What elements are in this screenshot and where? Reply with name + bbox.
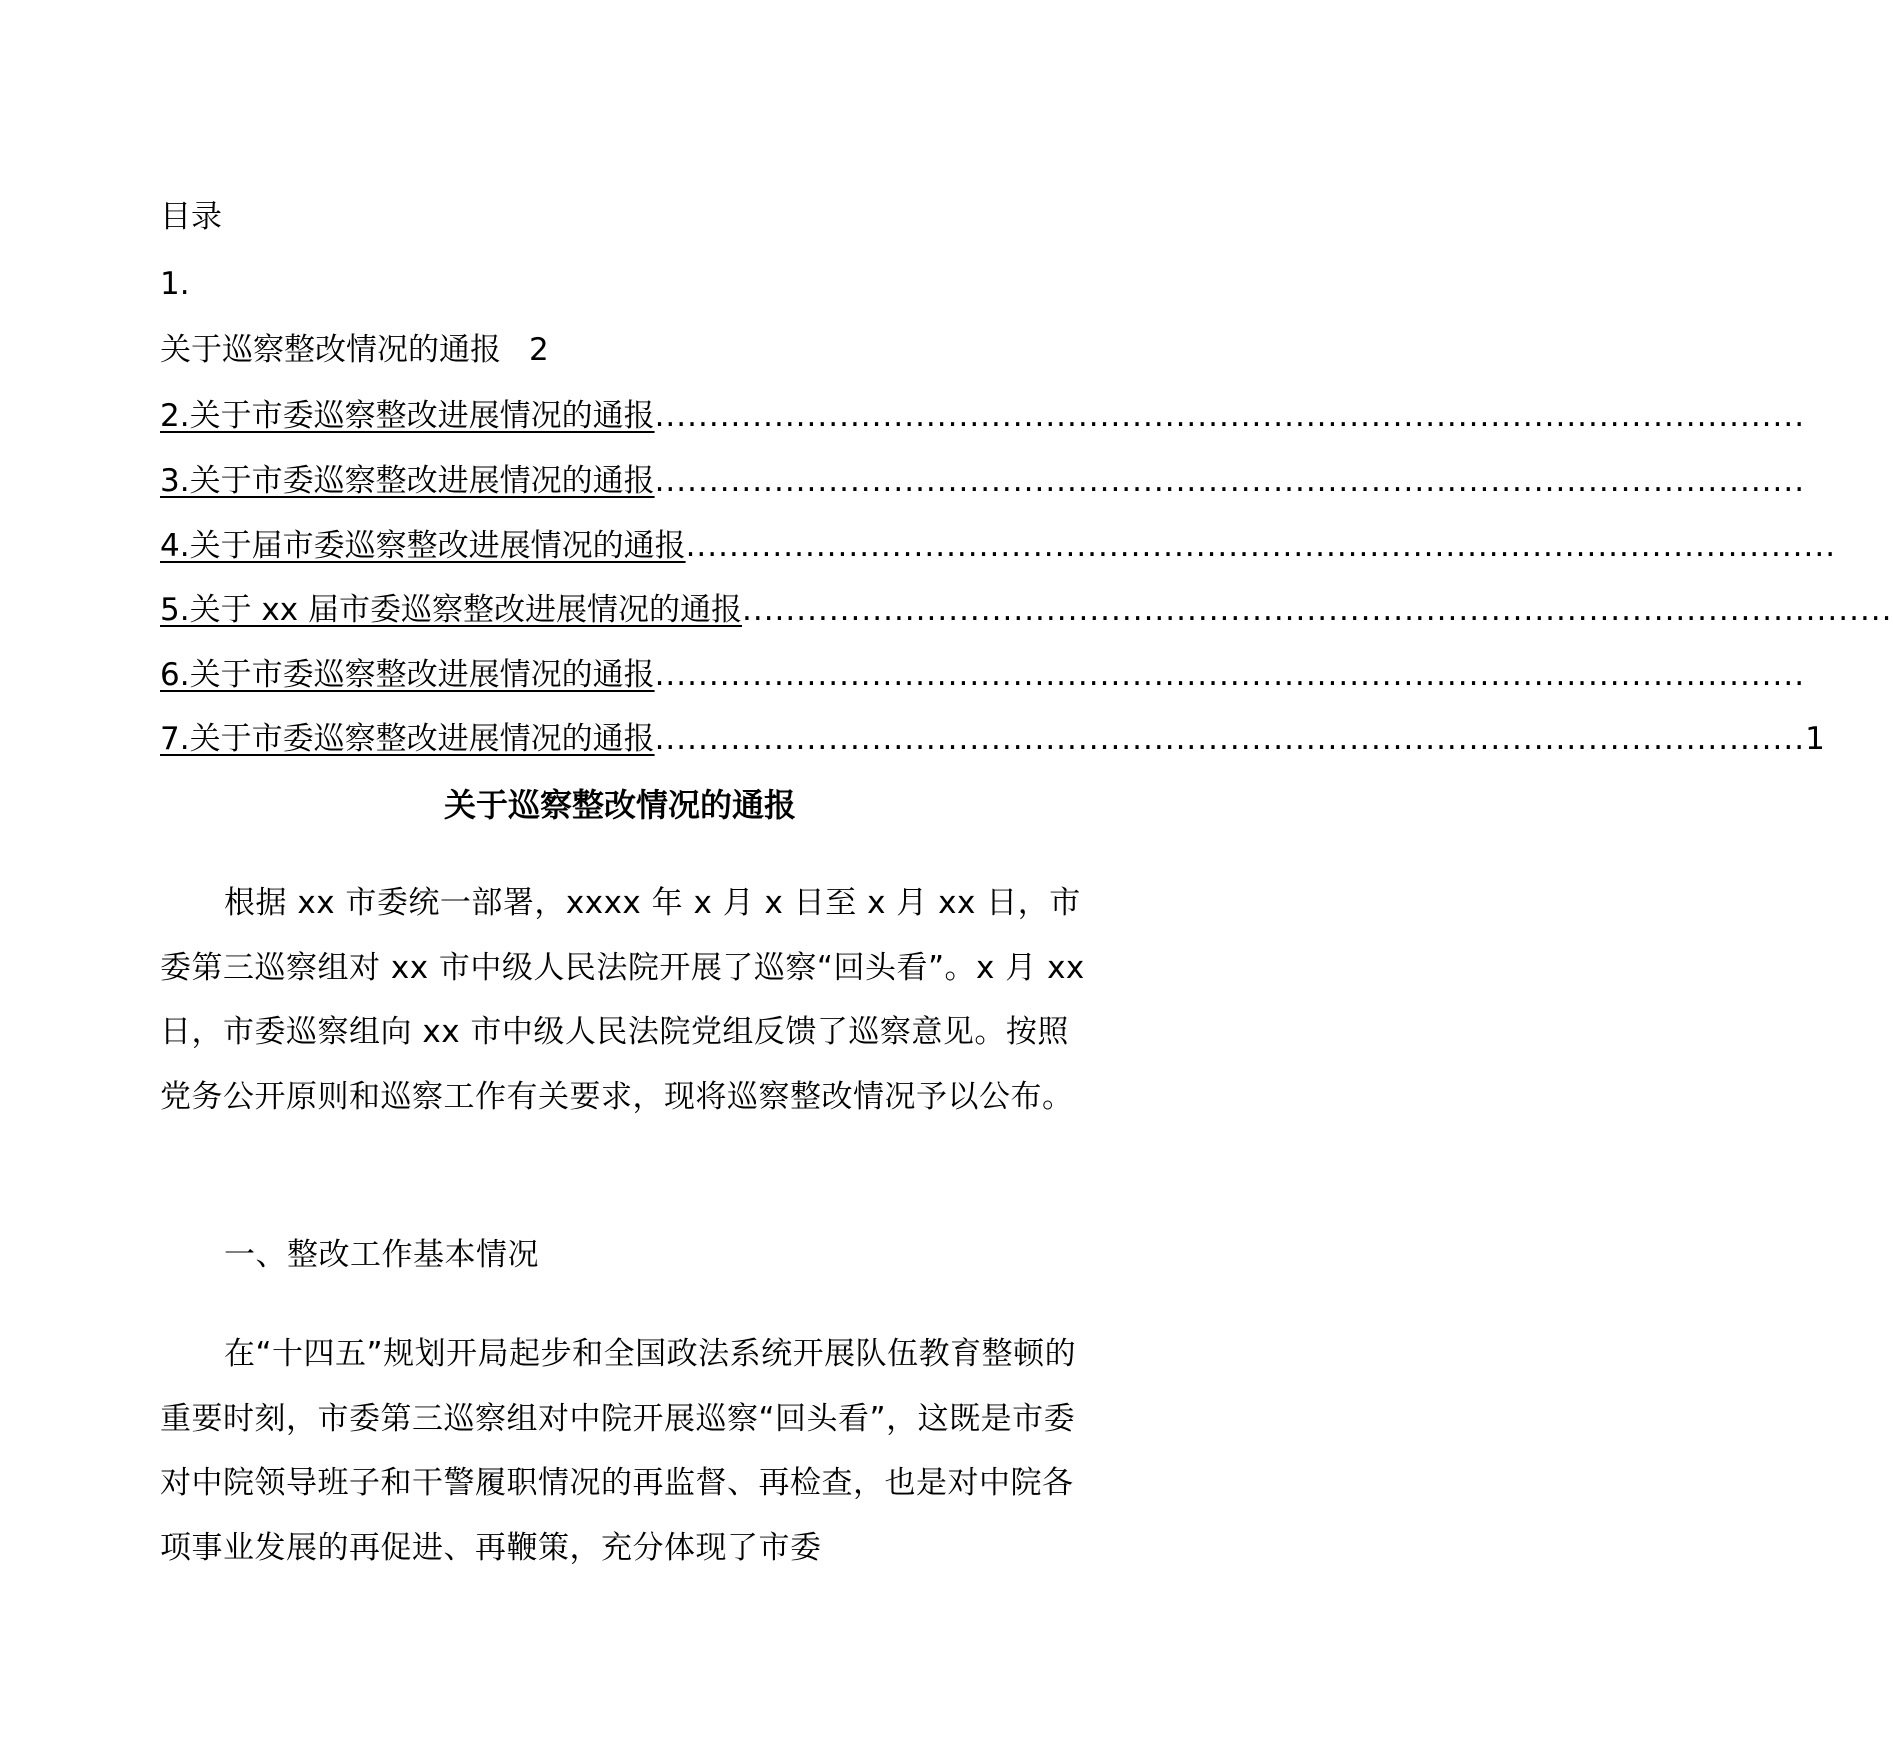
toc-leader-dots: .......................................................................................................... (654, 398, 1806, 434)
toc-item-link[interactable]: 2.关于市委巡察整改进展情况的通报 (160, 398, 655, 434)
toc-title: 目录 (160, 199, 222, 235)
intro-paragraph: 根据 xx 市委统一部署，xxxx 年 x 月 x 日至 x 月 xx 日，市委第三巡察组对 xx 市中级人民法院开展了巡察“回头看”。x 月 xx 日，市委巡察组向 xx 市中级人民法院党组反馈了巡察意见。按照党务公开原则和巡察工作有关要求，现将巡察整改情况予以公布。 (160, 885, 1085, 1115)
toc-first-entry[interactable] (160, 330, 549, 370)
body-paragraph: 在“十四五”规划开局起步和全国政法系统开展队伍教育整顿的重要时刻，市委第三巡察组对中院开展巡察“回头看”，这既是市委对中院领导班子和干警履职情况的再监督、再检查，也是对中院各项事业发展的再促进、再鞭策，充分体现了市委 (160, 1336, 1077, 1566)
toc-item[interactable] (160, 461, 1806, 501)
toc-item-link[interactable]: 7.关于市委巡察整改进展情况的通报 (160, 721, 655, 757)
toc-leader-dots: .......................................................................................................... (741, 592, 1893, 628)
toc-first-number: 1. (160, 266, 190, 302)
toc-item[interactable] (160, 719, 1825, 759)
toc-item-link[interactable]: 6.关于市委巡察整改进展情况的通报 (160, 657, 655, 693)
section-title: 一、整改工作基本情况 (224, 1237, 539, 1273)
toc-item[interactable] (160, 526, 1837, 566)
toc-leader-dots: .......................................................................................................... (685, 528, 1837, 564)
document-heading: 关于巡察整改情况的通报 (443, 786, 796, 824)
toc-item[interactable] (160, 396, 1806, 436)
toc-first-entry-label[interactable]: 关于巡察整改情况的通报 (160, 332, 501, 368)
toc-item-link[interactable]: 3.关于市委巡察整改进展情况的通报 (160, 463, 655, 499)
toc-item-link[interactable]: 5.关于 xx 届市委巡察整改进展情况的通报 (160, 592, 742, 628)
toc-leader-dots: .......................................................................................................... (654, 463, 1806, 499)
toc-item-link[interactable]: 4.关于届市委巡察整改进展情况的通报 (160, 528, 686, 564)
toc-first-entry-page: 2 (529, 332, 549, 368)
toc-item[interactable] (160, 655, 1806, 695)
toc-item-page: 1 (1805, 721, 1825, 757)
toc-leader-dots: .......................................................................................................... (654, 657, 1806, 693)
toc-leader-dots: .......................................................................................................... (654, 721, 1806, 757)
toc-item[interactable] (160, 590, 1893, 630)
